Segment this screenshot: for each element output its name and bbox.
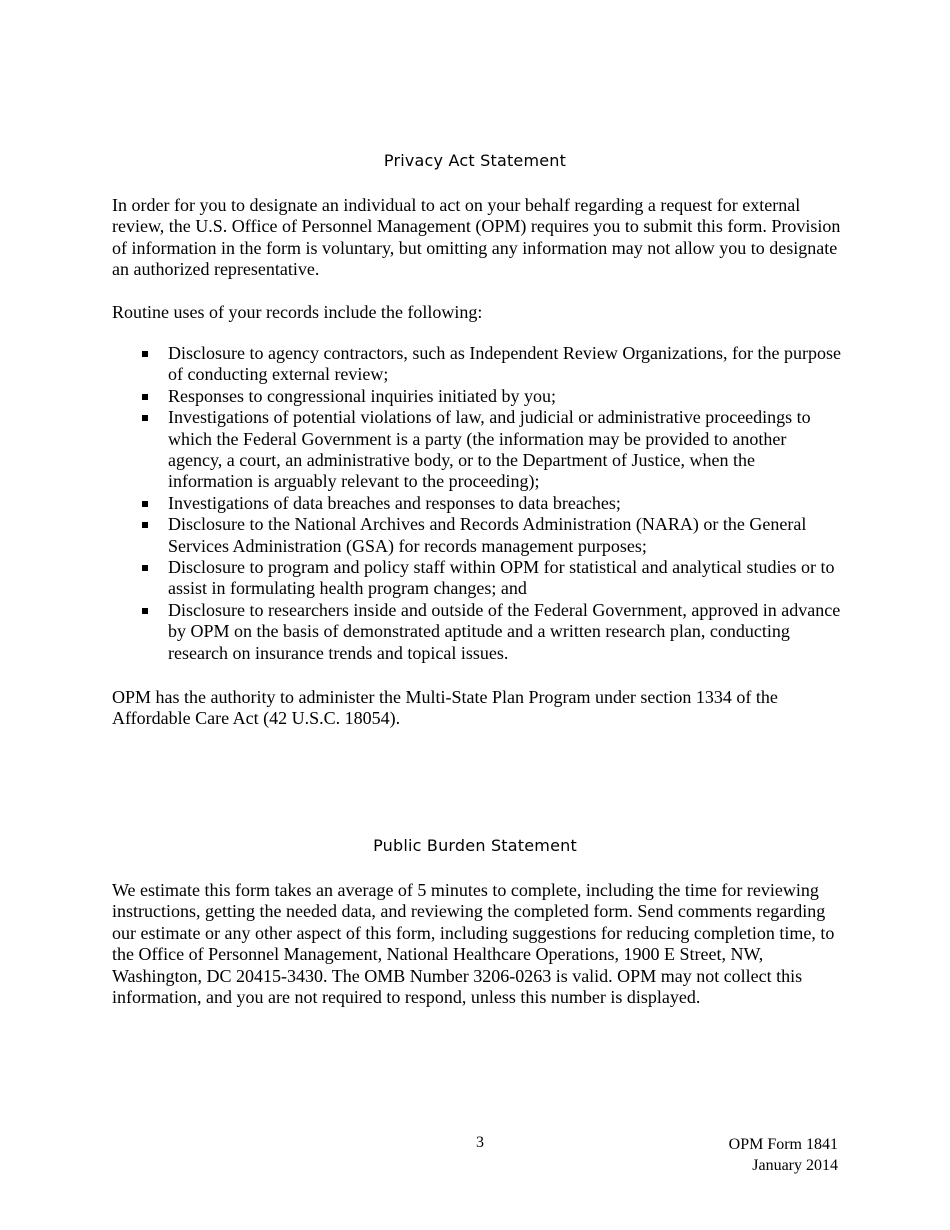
list-item-text: Disclosure to program and policy staff within OPM for statistical and analytical studies or to assist in formulating health program changes; and bbox=[168, 557, 835, 599]
list-item-text: Investigations of potential violations of law, and judicial or administrative proceedings to which the Federal Government is a party (the information may be provided to another agency, a court, an administrative body, or to the Department of Justice, when the information is arguably relevant to the proceeding); bbox=[168, 407, 811, 492]
privacy-act-title: Privacy Act Statement bbox=[383, 151, 567, 170]
list-item-text: Responses to congressional inquiries initiated by you; bbox=[168, 385, 556, 406]
list-item bbox=[112, 386, 842, 407]
list-item bbox=[112, 600, 842, 664]
burden-paragraph: We estimate this form takes an average of 5 minutes to complete, including the time for reviewing instructions, getting the needed data, and reviewing the completed form. Send comments regarding our estimate or any other aspect of this form, including suggestions for reducing completion time, to the Office of Personnel Management, National Healthcare Operations, 1900 E Street, NW, Washington, DC 20415-3430. The OMB Number 3206-0263 is valid. OPM may not collect this information, and you are not required to respond, unless this number is displayed. bbox=[112, 880, 835, 1008]
form-name: OPM Form 1841 bbox=[728, 1136, 838, 1153]
list-item-text: Disclosure to agency contractors, such as Independent Review Organizations, for the purpose of conducting external review; bbox=[168, 343, 841, 385]
list-item bbox=[112, 493, 842, 514]
bullet-icon bbox=[142, 351, 148, 357]
form-identifier bbox=[729, 1134, 838, 1176]
routine-uses-intro: Routine uses of your records include the following: bbox=[112, 302, 483, 322]
routine-uses-list bbox=[112, 343, 842, 664]
bullet-icon bbox=[142, 394, 148, 400]
public-burden-title: Public Burden Statement bbox=[373, 836, 577, 855]
bullet-icon bbox=[142, 522, 148, 528]
list-item bbox=[112, 407, 842, 493]
authority-paragraph: OPM has the authority to administer the Multi-State Plan Program under section 1334 of the Affordable Care Act (42 U.S.C. 18054). bbox=[112, 687, 778, 729]
form-date: January 2014 bbox=[752, 1157, 838, 1174]
bullet-icon bbox=[142, 415, 148, 421]
page-number: 3 bbox=[476, 1134, 484, 1151]
list-item bbox=[112, 514, 842, 557]
privacy-intro-paragraph: In order for you to designate an individual to act on your behalf regarding a request for external review, the U.S. Office of Personnel Management (OPM) requires you to submit this form. Provision of information in the form is voluntary, but omitting any information may not allow you to designate an authorized representative. bbox=[112, 195, 841, 280]
bullet-icon bbox=[142, 565, 148, 571]
list-item-text: Disclosure to researchers inside and outside of the Federal Government, approved in advance by OPM on the basis of demonstrated aptitude and a written research plan, conducting research on insurance trends and topical issues. bbox=[168, 599, 841, 663]
list-item-text: Investigations of data breaches and responses to data breaches; bbox=[168, 492, 621, 513]
bullet-icon bbox=[142, 501, 148, 507]
list-item bbox=[112, 557, 842, 600]
list-item-text: Disclosure to the National Archives and Records Administration (NARA) or the General Services Administration (GSA) for records management purposes; bbox=[168, 514, 807, 556]
list-item bbox=[112, 343, 842, 386]
bullet-icon bbox=[142, 608, 148, 614]
